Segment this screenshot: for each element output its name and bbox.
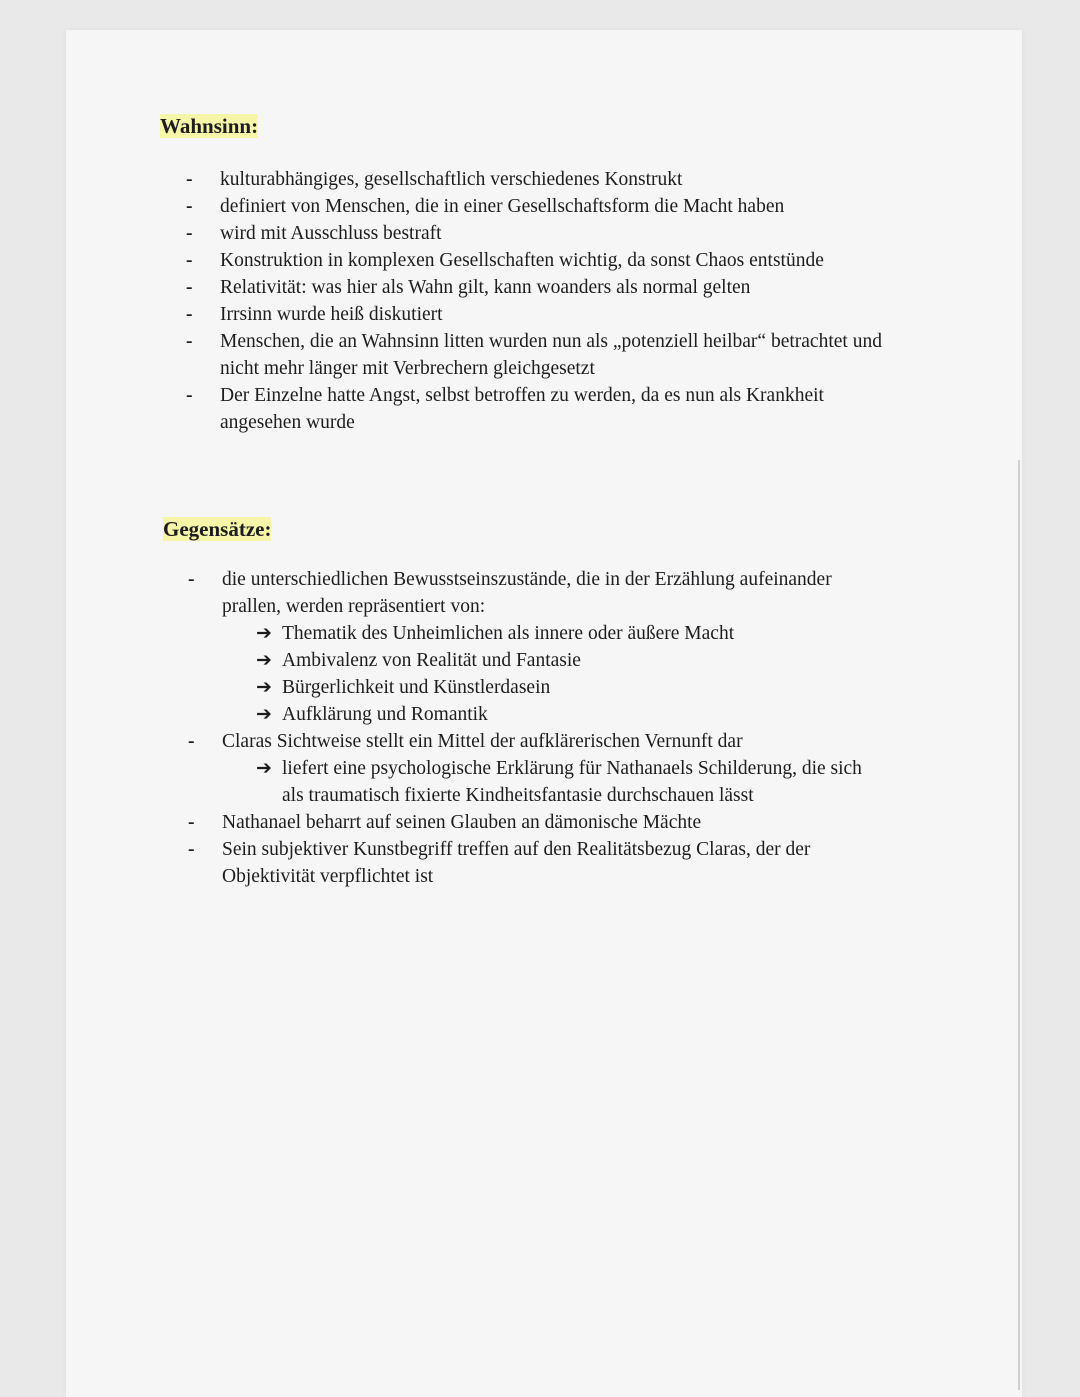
arrow-item: ➔ Bürgerlichkeit und Künstlerdasein: [256, 674, 888, 701]
list-item-text: - Claras Sichtweise stellt ein Mittel der aufklärerischen Vernunft dar: [222, 731, 743, 752]
list-item: - Relativität: was hier als Wahn gilt, kann woanders als normal gelten: [186, 274, 886, 301]
list-item: - Nathanael beharrt auf seinen Glauben an dämonische Mächte: [188, 809, 888, 836]
arrow-item: ➔ Aufklärung und Romantik: [256, 701, 888, 728]
list-item: - Sein subjektiver Kunstbegriff treffen auf den Realitätsbezug Claras, der der Objektivität verpflichtet ist: [188, 836, 888, 890]
list-item: - Konstruktion in komplexen Gesellschaften wichtig, da sonst Chaos entstünde: [186, 247, 886, 274]
list-gegensaetze: [188, 566, 888, 890]
list-item: - Der Einzelne hatte Angst, selbst betroffen zu werden, da es nun als Krankheit angesehen wurde: [186, 382, 886, 436]
list-item-text: - die unterschiedlichen Bewusstseinszustände, die in der Erzählung aufeinander prallen, werden repräsentiert von:: [222, 569, 832, 617]
list-item: [188, 728, 888, 809]
list-wahnsinn: [186, 166, 886, 436]
arrow-item: ➔ liefert eine psychologische Erklärung für Nathanaels Schilderung, die sich als traumatisch fixierte Kindheitsfantasie durchschauen lässt: [256, 755, 888, 809]
list-item: [188, 566, 888, 728]
list-item: - wird mit Ausschluss bestraft: [186, 220, 886, 247]
heading-wahnsinn: Wahnsinn:: [160, 114, 259, 138]
arrow-item: ➔ Ambivalenz von Realität und Fantasie: [256, 647, 888, 674]
list-item: - Irrsinn wurde heiß diskutiert: [186, 301, 886, 328]
list-item: - kulturabhängiges, gesellschaftlich verschiedenes Konstrukt: [186, 166, 886, 193]
arrow-list: [222, 755, 888, 809]
page-edge: [1018, 460, 1020, 1390]
list-item: - Menschen, die an Wahnsinn litten wurden nun als „potenziell heilbar“ betrachtet und nicht mehr länger mit Verbrechern gleichgesetzt: [186, 328, 886, 382]
list-item: - definiert von Menschen, die in einer Gesellschaftsform die Macht haben: [186, 193, 886, 220]
arrow-list: [222, 620, 888, 728]
heading-gegensaetze: Gegensätze:: [163, 517, 272, 541]
arrow-item: ➔ Thematik des Unheimlichen als innere oder äußere Macht: [256, 620, 888, 647]
